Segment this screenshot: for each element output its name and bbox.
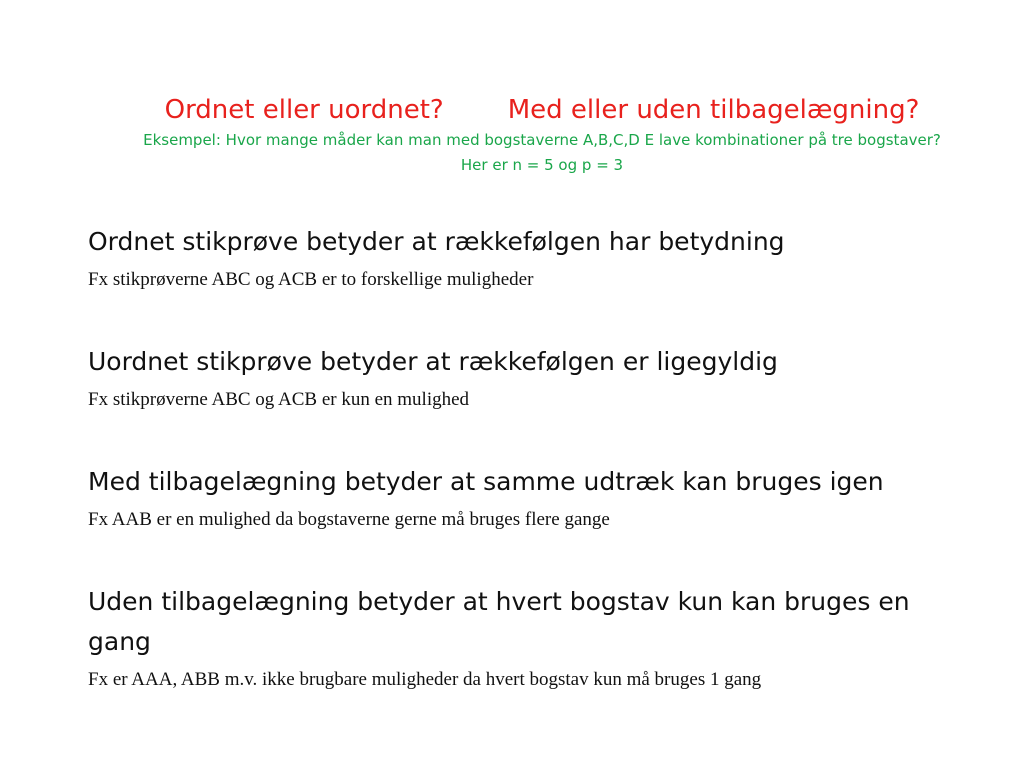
definition-example: Fx stikprøverne ABC og ACB er kun en mulighed [88,389,470,410]
definition-example: Fx stikprøverne ABC og ACB er to forskellige muligheder [88,269,534,290]
definition-unordered [88,342,968,414]
definition-with-replacement [88,462,968,534]
slide-title-block [60,92,1024,178]
definitions-list [88,222,968,694]
definition-heading: Uordnet stikprøve betyder at rækkefølgen er ligegyldig [88,347,778,376]
example-parameters: Her er n = 5 og p = 3 [460,156,624,174]
definition-heading: Ordnet stikprøve betyder at rækkefølgen har betydning [88,227,785,256]
definition-heading: Med tilbagelægning betyder at samme udtræk kan bruges igen [88,467,884,496]
example-question: Eksempel: Hvor mange måder kan man med bogstaverne A,B,C,D E lave kombinationer på tre bogstaver? [143,131,941,149]
definition-heading: Uden tilbagelægning betyder at hvert bogstav kun kan bruges en gang [88,587,910,656]
definition-example: Fx AAB er en mulighed da bogstaverne gerne må bruges flere gange [88,509,610,530]
definition-example: Fx er AAA, ABB m.v. ikke brugbare muligheder da hvert bogstav kun må bruges 1 gang [88,669,762,690]
slide-title [60,92,1024,128]
definition-without-replacement [88,582,968,694]
definition-ordered [88,222,968,294]
title-ordered-unordered: Ordnet eller uordnet? [164,95,444,125]
title-with-without-replacement: Med eller uden tilbagelægning? [507,95,920,125]
